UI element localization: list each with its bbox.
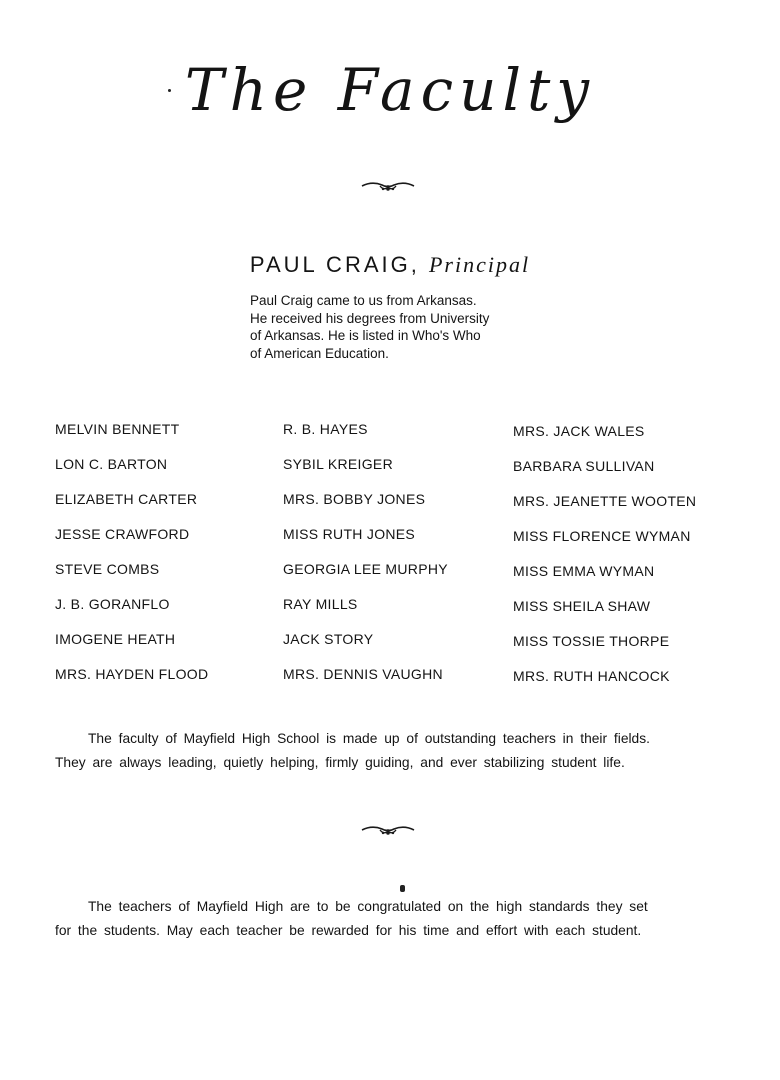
- faculty-name: BARBARA SULLIVAN: [513, 458, 655, 474]
- paragraph-line: They are always leading, quietly helping, firmly guiding, and ever stabilizing student life.: [55, 755, 625, 770]
- faculty-name: MRS. DENNIS VAUGHN: [283, 666, 443, 682]
- faculty-name: R. B. HAYES: [283, 421, 368, 437]
- faculty-name: MISS EMMA WYMAN: [513, 563, 655, 579]
- faculty-name: LON C. BARTON: [55, 456, 168, 472]
- paragraph-line: for the students. May each teacher be rewarded for his time and effort with each student.: [55, 923, 642, 938]
- congratulations-paragraph: [55, 895, 720, 943]
- bio-line: He received his degrees from University: [250, 310, 490, 326]
- faculty-name: ELIZABETH CARTER: [55, 491, 198, 507]
- faculty-name: JESSE CRAWFORD: [55, 526, 190, 542]
- faculty-name: SYBIL KREIGER: [283, 456, 393, 472]
- flourish-icon: [360, 822, 416, 838]
- faculty-name: MELVIN BENNETT: [55, 421, 180, 437]
- faculty-name: MRS. RUTH HANCOCK: [513, 668, 670, 684]
- bio-line: Paul Craig came to us from Arkansas.: [250, 293, 477, 308]
- faculty-description-paragraph: [55, 727, 720, 775]
- faculty-name: MRS. BOBBY JONES: [283, 491, 426, 507]
- ornament-divider-top: [360, 178, 416, 194]
- faculty-name: STEVE COMBS: [55, 561, 160, 577]
- principal-role: Principal: [428, 252, 531, 277]
- faculty-name: MISS SHEILA SHAW: [513, 598, 651, 614]
- faculty-name: MISS FLORENCE WYMAN: [513, 528, 691, 544]
- flourish-icon: [360, 178, 416, 194]
- paragraph-line: The faculty of Mayfield High School is made up of outstanding teachers in their fields.: [88, 731, 650, 746]
- principal-heading: [0, 252, 780, 278]
- page-title: The Faculty: [184, 56, 596, 124]
- faculty-name: MRS. HAYDEN FLOOD: [55, 666, 209, 682]
- bio-line: of Arkansas. He is listed in Who's Who: [250, 328, 481, 343]
- faculty-column-2: [283, 419, 448, 699]
- faculty-column-1: [55, 419, 208, 699]
- faculty-name: MRS. JACK WALES: [513, 423, 645, 439]
- principal-bio: [250, 292, 550, 362]
- faculty-name: MISS RUTH JONES: [283, 526, 416, 542]
- principal-name: PAUL CRAIG,: [249, 252, 420, 277]
- faculty-name: MRS. JEANETTE WOOTEN: [513, 493, 697, 509]
- faculty-name: RAY MILLS: [283, 596, 358, 612]
- faculty-name: GEORGIA LEE MURPHY: [283, 561, 448, 577]
- faculty-column-3: [513, 421, 696, 701]
- ornament-divider-bottom: [360, 822, 416, 838]
- faculty-name: J. B. GORANFLO: [55, 596, 170, 612]
- bio-line: of American Education.: [250, 345, 389, 361]
- faculty-name: IMOGENE HEATH: [55, 631, 176, 647]
- page-speck: [400, 885, 405, 892]
- faculty-name: MISS TOSSIE THORPE: [513, 633, 670, 649]
- paragraph-line: The teachers of Mayfield High are to be congratulated on the high standards they set: [88, 899, 648, 914]
- faculty-name: JACK STORY: [283, 631, 374, 647]
